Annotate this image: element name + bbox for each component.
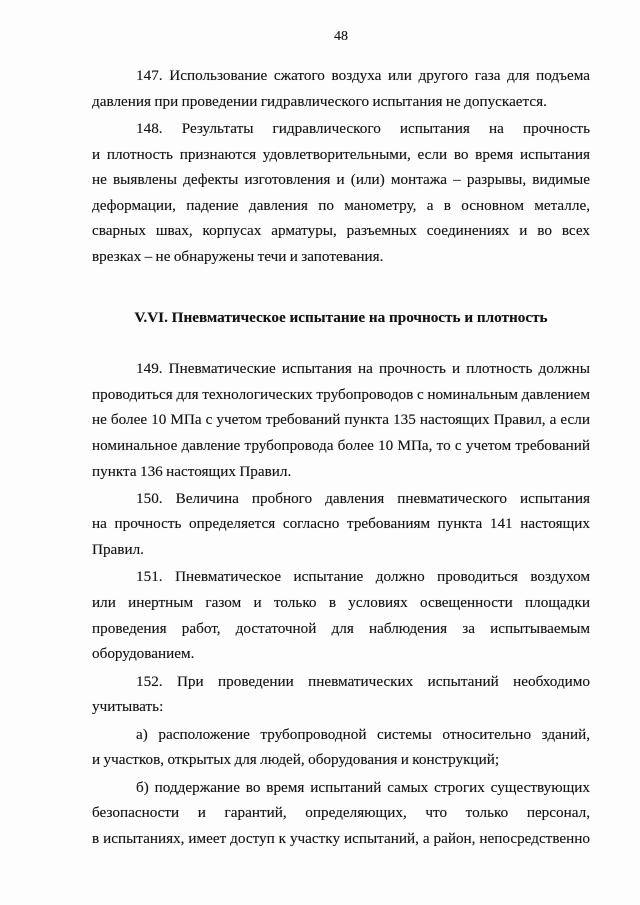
list-item-b (92, 775, 590, 852)
paragraph-147 (92, 63, 590, 114)
text-line: не выявлены дефекты изготовления и (или) монтажа – разрывы, видимые (92, 171, 590, 189)
text-line: проводиться для технологических трубопроводов с номинальным давлением (92, 385, 590, 403)
text-line: проведения работ, достаточной для наблюдения за испытываемым (92, 619, 590, 637)
text-line: сварных швах, корпусах арматуры, разъемных соединениях и во всех (92, 222, 590, 240)
section-heading: V.VI. Пневматическое испытание на прочность и плотность (134, 309, 548, 327)
text-line: давления при проведении гидравлического испытания не допускается. (92, 92, 547, 110)
text-line: не более 10 МПа с учетом требований пункта 135 настоящих Правил, а если (92, 411, 590, 429)
text-line: б) поддержание во время испытаний самых строгих существующих (136, 778, 590, 796)
paragraph-152 (92, 669, 590, 720)
page-number: 48 (334, 29, 348, 44)
paragraph-150 (92, 486, 590, 563)
text-line: или инертным газом и только в условиях освещенности площадки (92, 594, 590, 612)
text-line: и участков, открытых для людей, оборудования и конструкций; (92, 751, 500, 769)
text-line: 151. Пневматическое испытание должно проводиться воздухом (136, 568, 590, 586)
text-line: номинальное давление трубопровода более 10 МПа, то с учетом требований (92, 436, 590, 454)
text-line: 152. При проведении пневматических испытаний необходимо (136, 672, 590, 690)
list-item-a (92, 722, 590, 773)
paragraph-148 (92, 116, 590, 270)
text-line: в испытаниях, имеет доступ к участку испытаний, а район, непосредственно (92, 829, 590, 847)
text-line: 149. Пневматические испытания на прочность и плотность должны (136, 360, 590, 378)
document-body (92, 63, 590, 851)
text-line: Правил. (92, 541, 144, 559)
paragraph-151 (92, 564, 590, 666)
text-line: пункта 136 настоящих Правил. (92, 462, 292, 480)
text-line: 147. Использование сжатого воздуха или другого газа для подъема (136, 67, 590, 84)
text-line: 148. Результаты гидравлического испытания на прочность (136, 119, 590, 137)
text-line: на прочность определяется согласно требованиям пункта 141 настоящих (92, 515, 590, 533)
text-line: безопасности и гарантий, определяющих, что только персонал, (92, 804, 590, 822)
text-line: деформации, падение давления по манометру, а в основном металле, (92, 196, 590, 214)
text-line: врезках – не обнаружены течи и запотевания. (92, 247, 384, 265)
text-line: а) расположение трубопроводной системы относительно зданий, (136, 725, 590, 743)
paragraph-149 (92, 356, 590, 484)
text-line: учитывать: (92, 698, 164, 716)
text-line: 150. Величина пробного давления пневматического испытания (136, 489, 590, 507)
text-line: и плотность признаются удовлетворительными, если во время испытания (92, 145, 590, 163)
text-line: оборудованием. (92, 645, 195, 663)
